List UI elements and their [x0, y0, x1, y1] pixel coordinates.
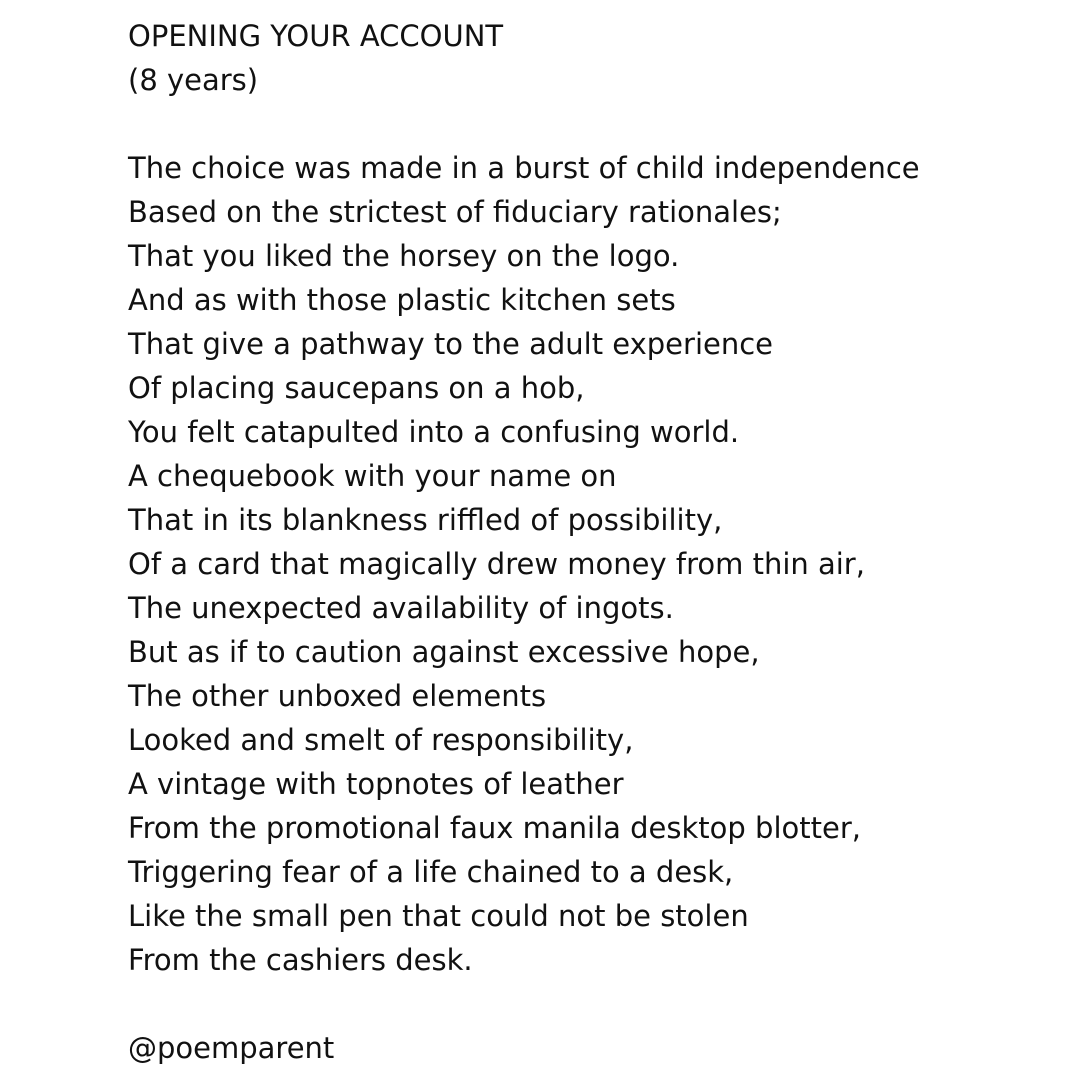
- poem-line: That in its blankness riffled of possibility,: [128, 503, 723, 537]
- poem-line: Of a card that magically drew money from thin air,: [128, 547, 865, 581]
- poem-line: The choice was made in a burst of child independence: [128, 151, 920, 185]
- poem-line: Looked and smelt of responsibility,: [128, 723, 634, 757]
- poem-title: OPENING YOUR ACCOUNT: [128, 19, 504, 53]
- poem-line: And as with those plastic kitchen sets: [128, 283, 676, 317]
- poem-line: That give a pathway to the adult experience: [128, 327, 774, 361]
- poem-line: From the promotional faux manila desktop blotter,: [128, 811, 861, 845]
- poem: [128, 14, 1068, 1070]
- poem-line: A chequebook with your name on: [128, 459, 617, 493]
- poem-line: The other unboxed elements: [128, 679, 547, 713]
- poem-line: Of placing saucepans on a hob,: [128, 371, 585, 405]
- poem-line: That you liked the horsey on the logo.: [128, 239, 680, 273]
- author-handle: @poemparent: [128, 1031, 335, 1065]
- poem-line: But as if to caution against excessive hope,: [128, 635, 760, 669]
- poem-line: Like the small pen that could not be stolen: [128, 899, 749, 933]
- poem-line: From the cashiers desk.: [128, 943, 473, 977]
- poem-line: You felt catapulted into a confusing world.: [128, 415, 740, 449]
- poem-body: [128, 146, 1068, 982]
- poem-subtitle: (8 years): [128, 63, 259, 97]
- stanza-gap: [128, 102, 1068, 146]
- stanza-gap: [128, 982, 1068, 1026]
- poem-line: Triggering fear of a life chained to a desk,: [128, 855, 734, 889]
- poem-line: The unexpected availability of ingots.: [128, 591, 674, 625]
- poem-line: Based on the strictest of fiduciary rationales;: [128, 195, 782, 229]
- poem-line: A vintage with topnotes of leather: [128, 767, 624, 801]
